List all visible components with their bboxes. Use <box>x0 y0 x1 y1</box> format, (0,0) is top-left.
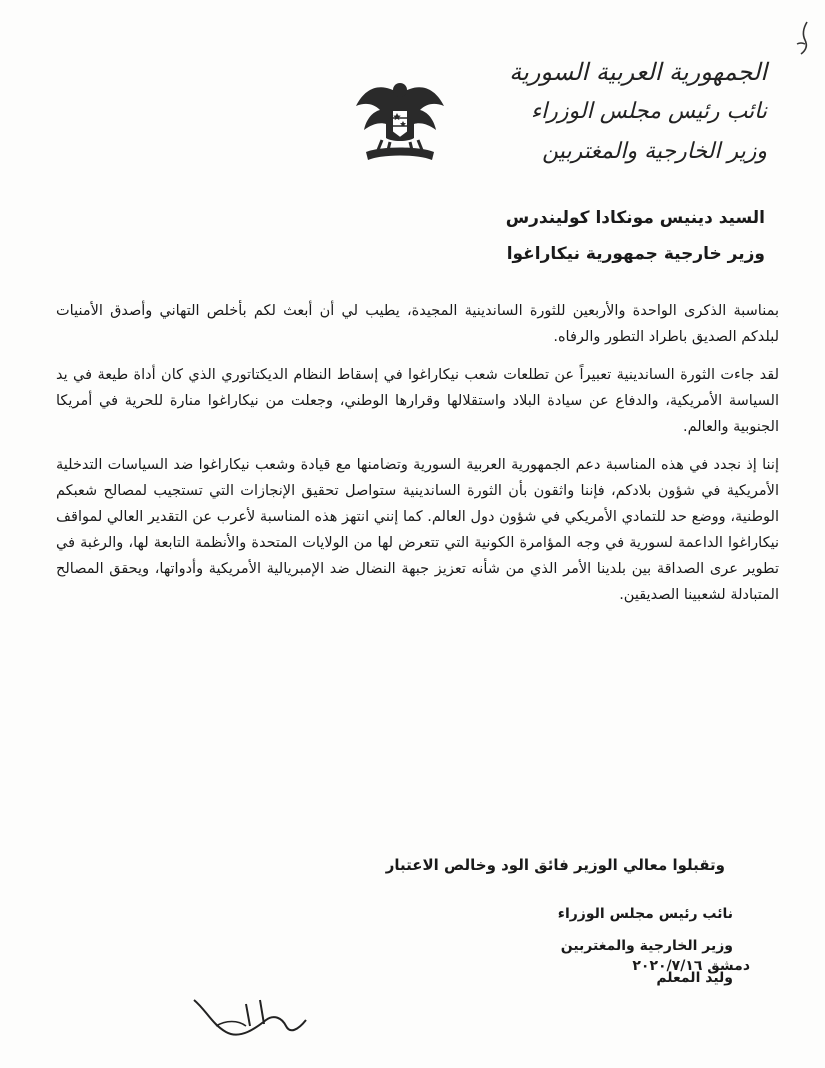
closing-line: وتقبلوا معالي الوزير فائق الود وخالص الاعتبار <box>385 856 725 874</box>
corner-handwritten-mark <box>793 18 815 58</box>
addressee-block <box>345 200 765 272</box>
letterhead-office: نائب رئيس مجلس الوزراء <box>530 99 767 124</box>
handwritten-signature <box>186 980 316 1050</box>
body-paragraph-2: لقد جاءت الثورة الساندينية تعبيراً عن تطلعات شعب نيكاراغوا في إسقاط النظام الديكتاتوري الذي كان أداة طيعة في يد السياسة الأمريكية، والدفاع عن سيادة البلاد واستقلالها وقرارها الوطني، وجعلت من نيكاراغوا منارة للحرية في أمريكا الجنوبية والعالم. <box>56 367 779 435</box>
body-paragraph-1: بمناسبة الذكرى الواحدة والأربعين للثورة الساندينية المجيدة، يطيب لي أن أبعث لكم بأخلص التهاني وأصدق الأمنيات لبلدكم الصديق باطراد التطور والرفاه. <box>56 303 779 345</box>
addressee-name: السيد دينيس مونكادا كوليندرس <box>505 208 765 228</box>
eagle-emblem-icon <box>352 76 448 168</box>
letterhead-ministry: وزير الخارجية والمغتربين <box>542 139 767 164</box>
signer-ministry: وزير الخارجية والمغتربين <box>560 938 733 954</box>
signer-position: نائب رئيس مجلس الوزراء <box>557 906 733 922</box>
date-place: دمشق <box>707 958 750 974</box>
body-paragraph-3: إننا إذ نجدد في هذه المناسبة دعم الجمهورية العربية السورية وتضامنها مع قيادة وشعب نيكاراغوا ضد السياسات التدخلية الأمريكية في شؤون بلادكم، فإننا واثقون بأن الثورة الساندينية ستواصل تحقيق الإنجازات التي تستجيب لمصالح شعبكم الوطنية، ووضع حد للتمادي الأمريكي في شؤون دول العالم. كما إنني انتهز هذه المناسبة لأعرب عن التقدير العالي لمواقف نيكاراغوا الداعمة لسورية في وجه المؤامرة الكونية التي تتعرض لها من الولايات المتحدة والأنظمة التابعة لها، والرغبة في تطوير عرى الصداقة بين بلدينا الأمر الذي من شأنه تعزيز جبهة النضال ضد الإمبريالية الأمريكية وأدواتها، ويحقق المصالح المتبادلة لشعبينا الصديقين. <box>56 457 779 603</box>
date-line <box>600 958 750 974</box>
letterhead <box>437 52 767 172</box>
letter-body <box>56 298 779 608</box>
date-value: ٢٠٢٠/٧/١٦ <box>632 958 703 974</box>
letterhead-country: الجمهورية العربية السورية <box>509 58 767 86</box>
addressee-title: وزير خارجية جمهورية نيكاراغوا <box>506 244 765 264</box>
signature-block <box>533 898 733 994</box>
signer-name: وليد المعلم <box>656 970 733 986</box>
